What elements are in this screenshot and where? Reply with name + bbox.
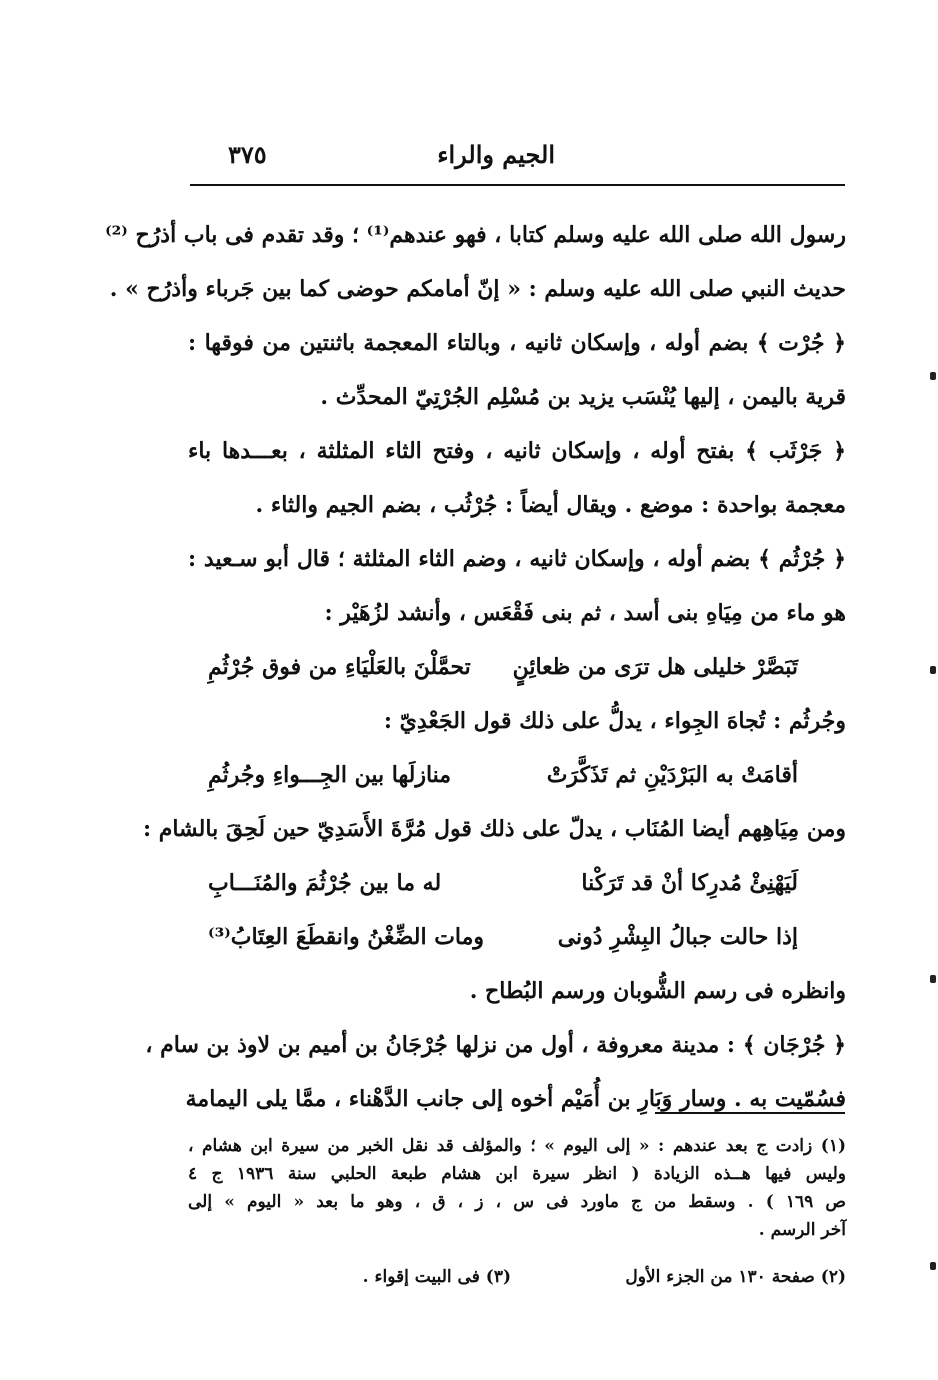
footnote-line: ص ١٦٩ ) . وسقط من ج ماورد فى س ، ز ، ق ، وهو ما بعد « اليوم » إلى (188, 1192, 846, 1212)
margin-dot (930, 1262, 936, 1270)
footnote-line: (١) زادت ج بعد عندهم : « إلى اليوم » ؛ والمؤلف قد نقل الخبر من سيرة ابن هشام ، (188, 1136, 846, 1156)
verse-first-hemistich: تَبَصَّرْ خليلى هل ترَى من ظعائِنٍ (512, 654, 798, 680)
page-number: ٣٧٥ (228, 140, 267, 169)
footnotes-bottom-row (188, 1262, 846, 1292)
verse-jadi (188, 748, 846, 802)
margin-dot (930, 372, 936, 380)
verse-first-hemistich: أقامَتْ به البَرْدَيْنِ ثم تَذَكَّرَتْ (546, 762, 798, 788)
footnote-rule (655, 1112, 845, 1114)
text-line: ومن مِيَاهِهم أيضا المُنَاب ، يدلّ على ذلك قول مُرَّةَ الأَسَدِيّ حين لَحِقَ بالشام : (142, 816, 846, 842)
running-header (190, 138, 845, 182)
chapter-title: الجيم والراء (437, 140, 555, 169)
text-line: حديث النبي صلى الله عليه وسلم : « إنّ أمامكم حوضى كما بين جَرباء وأذرُح » . (109, 276, 846, 302)
verse-second-hemistich: ومات الضِّغْنُ وانقطَعَ العِتَابُ⁽³⁾ (208, 924, 485, 950)
verse-first-hemistich: إذا حالت جبالُ البِشْرِ دُونى (557, 924, 798, 950)
entry-jurt-line: ﴿ جُرْت ﴾ بضم أوله ، وإسكان ثانيه ، وبالتاء المعجمة باثنتين من فوقها : (188, 330, 846, 356)
entry-jurjan-line: ﴿ جُرْجَان ﴾ : مدينة معروفة ، أول من نزلها جُرْجَانُ بن أميم بن لاوذ بن سام ، (145, 1032, 846, 1058)
text-line: رسول الله صلى الله عليه وسلم كتابا ، فهو عندهم⁽¹⁾ ؛ وقد تقدم فى باب أذرُح ⁽²⁾ (105, 222, 846, 248)
text-line: وجُرثُم : تُجاهَ الجِواء ، يدلُّ على ذلك قول الجَعْدِيّ : (383, 708, 846, 734)
footnote-line: وليس فيها هــذه الزيادة ( انظر سيرة ابن هشام طبعة الحلبي سنة ١٩٣٦ ج ٤ (188, 1164, 846, 1184)
verse-murra-2 (188, 910, 846, 964)
entry-jurthum-line: ﴿ جُرْثُم ﴾ بضم أوله ، وإسكان ثانيه ، وضم الثاء المثلثة ؛ قال أبو سـعيد : (188, 546, 846, 572)
verse-second-hemistich: منازلَها بين الجِـــواءِ وجُرثُمِ (208, 762, 452, 788)
text-line: معجمة بواحدة : موضع . ويقال أيضاً : جُرْثُب ، بضم الجيم والثاء . (255, 492, 846, 518)
footnotes (188, 1132, 846, 1244)
footnote-2: (٢) صفحة ١٣٠ من الجزء الأول (625, 1267, 846, 1287)
text-line: قرية باليمن ، إليها يُنْسَب يزيد بن مُسْلِم الجُرْتِيّ المحدِّث . (320, 384, 846, 410)
margin-dot (930, 666, 936, 674)
verse-second-hemistich: تحمَّلْنَ بالعَلْيَاءِ من فوق جُرْثُمِ (208, 654, 471, 680)
margin-dot (930, 975, 936, 983)
text-line: هو ماء من مِيَاهِ بنى أسد ، ثم بنى فَقْعَس ، وأنشد لزُهَيْر : (324, 600, 846, 626)
text-line: فسُمّيت به . وسار وَبَارِ بن أُمَيْم أخوه إلى جانب الدَّهْناء ، ممَّا يلى اليمامة (185, 1086, 846, 1112)
verse-zuhair (188, 640, 846, 694)
main-text (105, 208, 846, 1126)
footnote-3: (٣) فى البيت إقواء . (362, 1267, 511, 1287)
verse-second-hemistich: له ما بين جُرْثُمَ والمُنَـــابِ (208, 870, 442, 896)
header-rule (190, 184, 845, 186)
footnote-line: آخر الرسم . (758, 1220, 846, 1240)
text-line: وانظره فى رسم الشُّوبان ورسم البُطاح . (469, 978, 846, 1004)
verse-murra-1 (188, 856, 846, 910)
verse-first-hemistich: لَيَهْنِئْ مُدرِكا أنْ قد تَرَكْنا (581, 870, 798, 896)
entry-jarthab-line: ﴿ جَرْثَب ﴾ بفتح أوله ، وإسكان ثانيه ، وفتح الثاء المثلثة ، بعـــدها باء (188, 438, 846, 464)
